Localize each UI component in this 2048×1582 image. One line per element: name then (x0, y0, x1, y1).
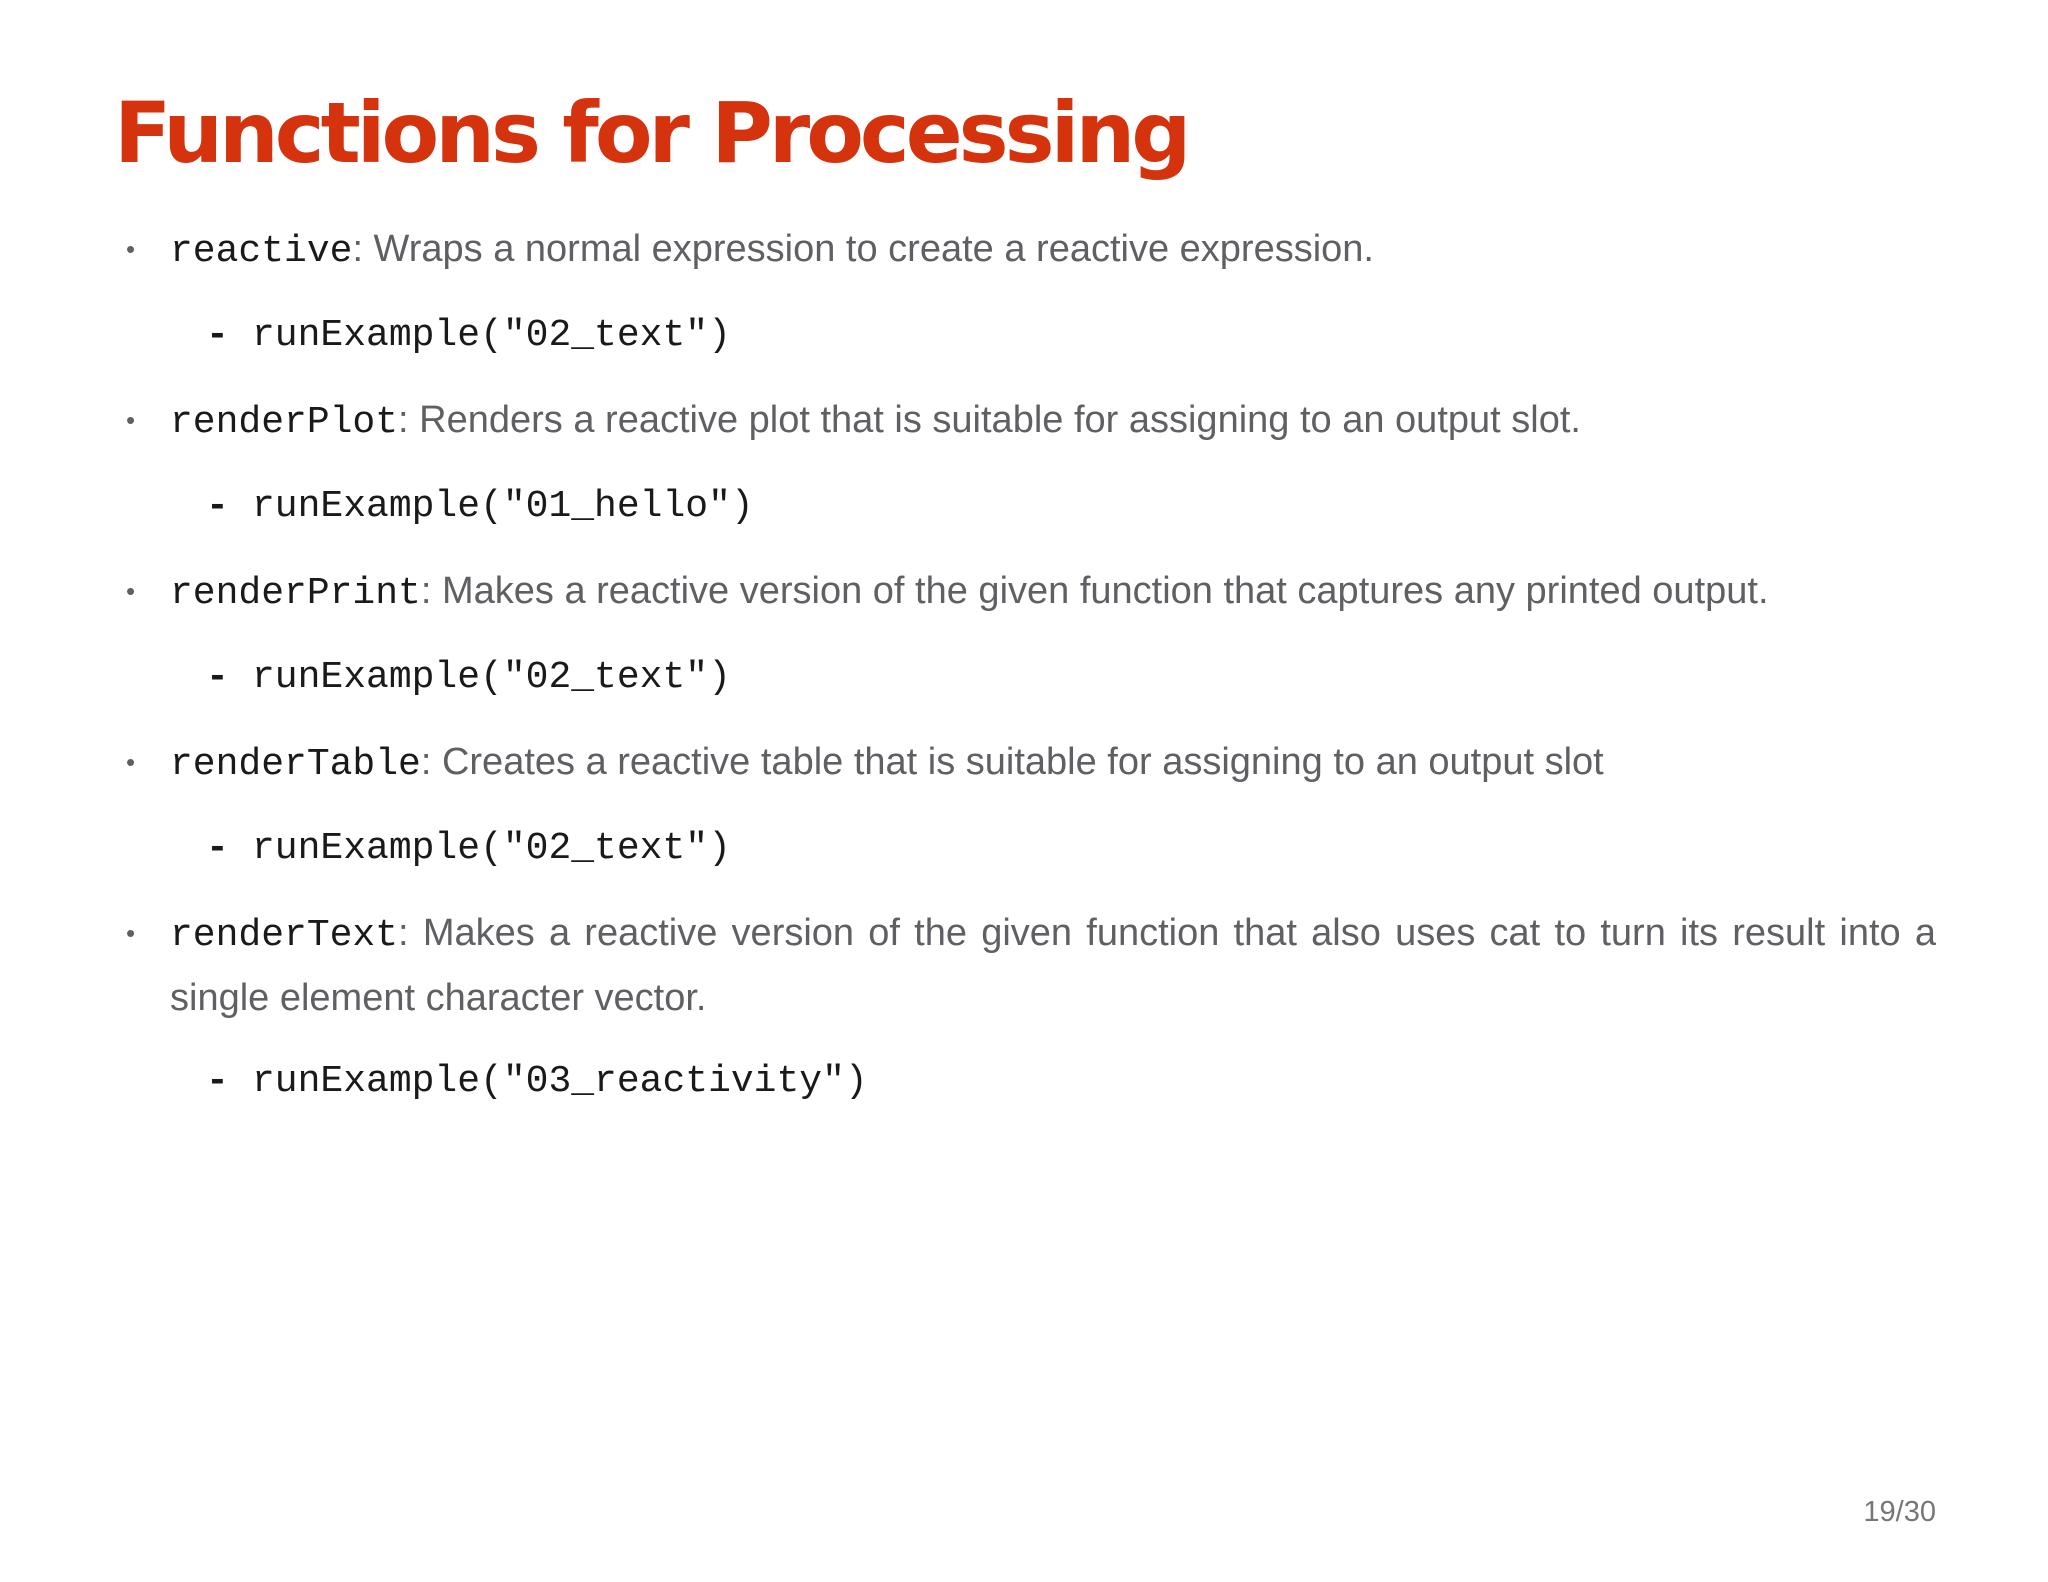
bullet-text (126, 218, 1936, 283)
list-item (126, 218, 1936, 367)
slide-title: Functions for Processing (114, 84, 1188, 182)
example-code: runExample("02_text") (252, 314, 731, 357)
function-description: : Makes a reactive version of the given function that also uses cat to turn its result into a single element character vector. (170, 912, 1936, 1019)
function-name: renderPrint (170, 572, 421, 615)
dash-icon: - (206, 314, 229, 357)
function-description: : Wraps a normal expression to create a reactive expression. (352, 228, 1374, 270)
example-code: runExample("03_reactivity") (252, 1060, 868, 1103)
bullet-icon: • (126, 234, 136, 264)
function-description: : Renders a reactive plot that is suitable for assigning to an output slot. (398, 399, 1581, 441)
list-item (126, 560, 1936, 709)
example-line (126, 818, 1936, 880)
example-line (126, 305, 1936, 367)
function-list (126, 218, 1936, 1135)
function-name: renderText (170, 914, 399, 957)
function-name: renderPlot (170, 401, 399, 444)
bullet-text (126, 902, 1936, 1029)
bullet-text (126, 389, 1936, 454)
bullet-icon: • (126, 405, 136, 435)
bullet-icon: • (126, 747, 136, 777)
example-code: runExample("01_hello") (252, 485, 754, 528)
bullet-icon: • (126, 918, 136, 948)
list-item (126, 731, 1936, 880)
bullet-text (126, 560, 1936, 625)
example-line (126, 476, 1936, 538)
dash-icon: - (206, 827, 229, 870)
function-name: renderTable (170, 743, 421, 786)
function-description: : Makes a reactive version of the given function that captures any printed output. (420, 570, 1769, 612)
function-name: reactive (170, 230, 353, 273)
dash-icon: - (206, 1060, 229, 1103)
example-code: runExample("02_text") (252, 656, 731, 699)
example-line (126, 647, 1936, 709)
example-code: runExample("02_text") (252, 827, 731, 870)
list-item (126, 902, 1936, 1113)
page-number: 19/30 (1863, 1496, 1936, 1528)
function-description: : Creates a reactive table that is suitable for assigning to an output slot (420, 741, 1604, 783)
example-line (126, 1051, 1936, 1113)
dash-icon: - (206, 656, 229, 699)
list-item (126, 389, 1936, 538)
bullet-icon: • (126, 576, 136, 606)
bullet-text (126, 731, 1936, 796)
dash-icon: - (206, 485, 229, 528)
